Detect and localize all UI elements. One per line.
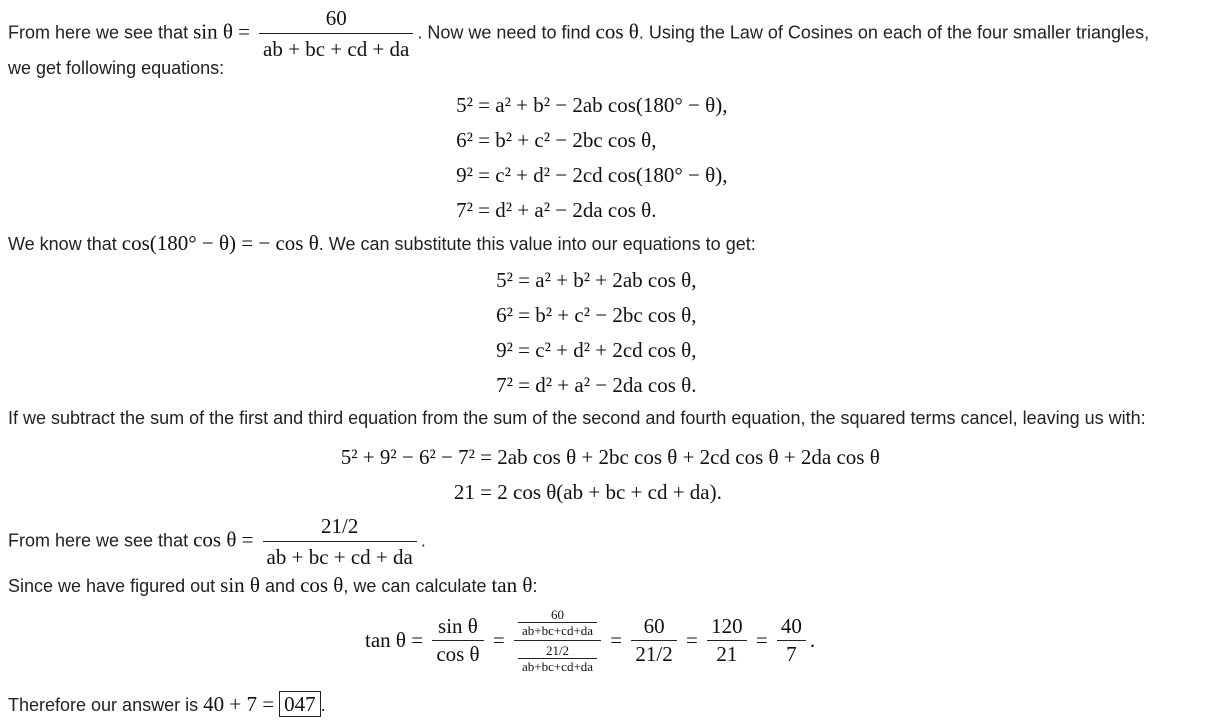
text: Therefore our answer is	[8, 695, 199, 715]
eq-lhs: 5² =	[496, 268, 530, 292]
denominator: ab + bc + cd + da	[263, 541, 417, 569]
denominator: 21	[707, 640, 747, 665]
eq-lhs: 9² =	[456, 163, 490, 187]
math-sin: sin θ =	[193, 19, 251, 44]
numerator: 21/2	[545, 643, 570, 658]
period: .	[320, 695, 326, 715]
cos-result-line	[8, 514, 426, 569]
equation	[400, 193, 727, 228]
numerator: sin θ	[438, 614, 478, 638]
equals: =	[755, 628, 768, 652]
eq-rhs: 2 cos θ(ab + bc + cd + da).	[497, 480, 722, 504]
eq-rhs: d² + a² − 2da cos θ.	[535, 373, 697, 397]
combined-equations	[300, 440, 880, 510]
eq-rhs: a² + b² + 2ab cos θ,	[535, 268, 697, 292]
denominator: ab+bc+cd+da	[518, 658, 597, 673]
equation	[300, 440, 880, 475]
eq-rhs: b² + c² − 2bc cos θ,	[535, 303, 697, 327]
equation	[400, 158, 727, 193]
fraction-sin-over-cos	[432, 616, 483, 665]
text: .	[420, 530, 426, 551]
eq-lhs: 6² =	[456, 128, 490, 152]
following-equations-line: we get following equations:	[8, 58, 225, 78]
equals: =	[610, 628, 623, 652]
denominator: cos θ	[432, 640, 483, 665]
text: From here we see that	[8, 22, 189, 43]
numerator: 120	[711, 614, 743, 638]
eq-rhs: b² + c² − 2bc cos θ,	[495, 128, 657, 152]
fraction-40-over-7	[777, 616, 806, 665]
denominator: 7	[777, 640, 806, 665]
identity-line	[8, 231, 756, 256]
equation	[440, 263, 696, 298]
eq-lhs: 7² =	[456, 198, 490, 222]
eq-lhs: 9² =	[496, 338, 530, 362]
denominator: ab + bc + cd + da	[259, 33, 413, 61]
equation	[400, 88, 727, 123]
math-cos: cos θ	[595, 19, 639, 44]
text: We know that	[8, 234, 117, 254]
text: Since we have figured out	[8, 576, 216, 596]
numerator: 60	[325, 6, 347, 30]
numerator: 21/2	[321, 514, 359, 538]
text: . Using the Law of Cosines on each of the four smaller triangles,	[638, 22, 1150, 43]
eq-rhs: 2ab cos θ + 2bc cos θ + 2cd cos θ + 2da cos θ	[497, 445, 880, 469]
substituted-equations	[440, 263, 696, 403]
math-sum: 40 + 7 =	[203, 692, 275, 716]
equation	[300, 475, 880, 510]
text: :	[532, 576, 538, 596]
equals: =	[492, 628, 505, 652]
math-cos: cos θ =	[193, 527, 254, 552]
fraction-60-over-21-2	[631, 616, 676, 665]
inner-fraction-top	[518, 608, 597, 637]
text: From here we see that	[8, 530, 189, 551]
compound-denominator	[514, 640, 601, 673]
since-line	[8, 573, 537, 598]
equation	[440, 368, 696, 403]
eq-lhs: 5² =	[456, 93, 490, 117]
equals: =	[685, 628, 698, 652]
equation	[400, 123, 727, 158]
boxed-answer: 047	[279, 691, 321, 717]
intro-sin-line	[8, 6, 1149, 61]
tan-equation	[365, 608, 815, 673]
law-of-cosines-equations	[400, 88, 727, 228]
text: . We can substitute this value into our equations to get:	[318, 234, 756, 254]
inner-fraction-bottom	[518, 644, 597, 673]
math-identity: cos(180° − θ) = − cos θ	[121, 231, 319, 255]
eq-rhs: c² + d² − 2cd cos(180° − θ),	[495, 163, 728, 187]
equation	[440, 298, 696, 333]
math-cos: cos θ	[300, 573, 344, 597]
compound-fraction	[514, 608, 601, 673]
eq-lhs: 6² =	[496, 303, 530, 327]
numerator: 60	[643, 614, 665, 638]
period: .	[809, 628, 816, 652]
subtract-line: If we subtract the sum of the first and third equation from the sum of the second and fourth equation, the squared terms cancel, leaving us with:	[8, 408, 1146, 428]
eq-rhs: a² + b² − 2ab cos(180° − θ),	[495, 93, 728, 117]
math-sin: sin θ	[220, 573, 260, 597]
tan-lhs: tan θ =	[365, 628, 424, 652]
text: , we can calculate	[343, 576, 487, 596]
text: and	[265, 576, 296, 596]
eq-lhs: 5² + 9² − 6² − 7² =	[340, 445, 492, 469]
equation	[440, 333, 696, 368]
eq-lhs: 7² =	[496, 373, 530, 397]
sin-fraction	[259, 6, 413, 61]
eq-lhs: 21 =	[453, 480, 492, 504]
denominator: 21/2	[631, 640, 676, 665]
eq-rhs: d² + a² − 2da cos θ.	[495, 198, 657, 222]
numerator: 60	[551, 607, 564, 622]
fraction-120-over-21	[707, 616, 747, 665]
compound-numerator	[514, 608, 601, 640]
math-tan: tan θ	[491, 573, 533, 597]
numerator: 40	[780, 614, 802, 638]
text: . Now we need to find	[417, 22, 591, 43]
cos-fraction	[263, 514, 417, 569]
answer-line	[8, 692, 326, 717]
denominator: ab+bc+cd+da	[518, 622, 597, 637]
eq-rhs: c² + d² + 2cd cos θ,	[535, 338, 697, 362]
